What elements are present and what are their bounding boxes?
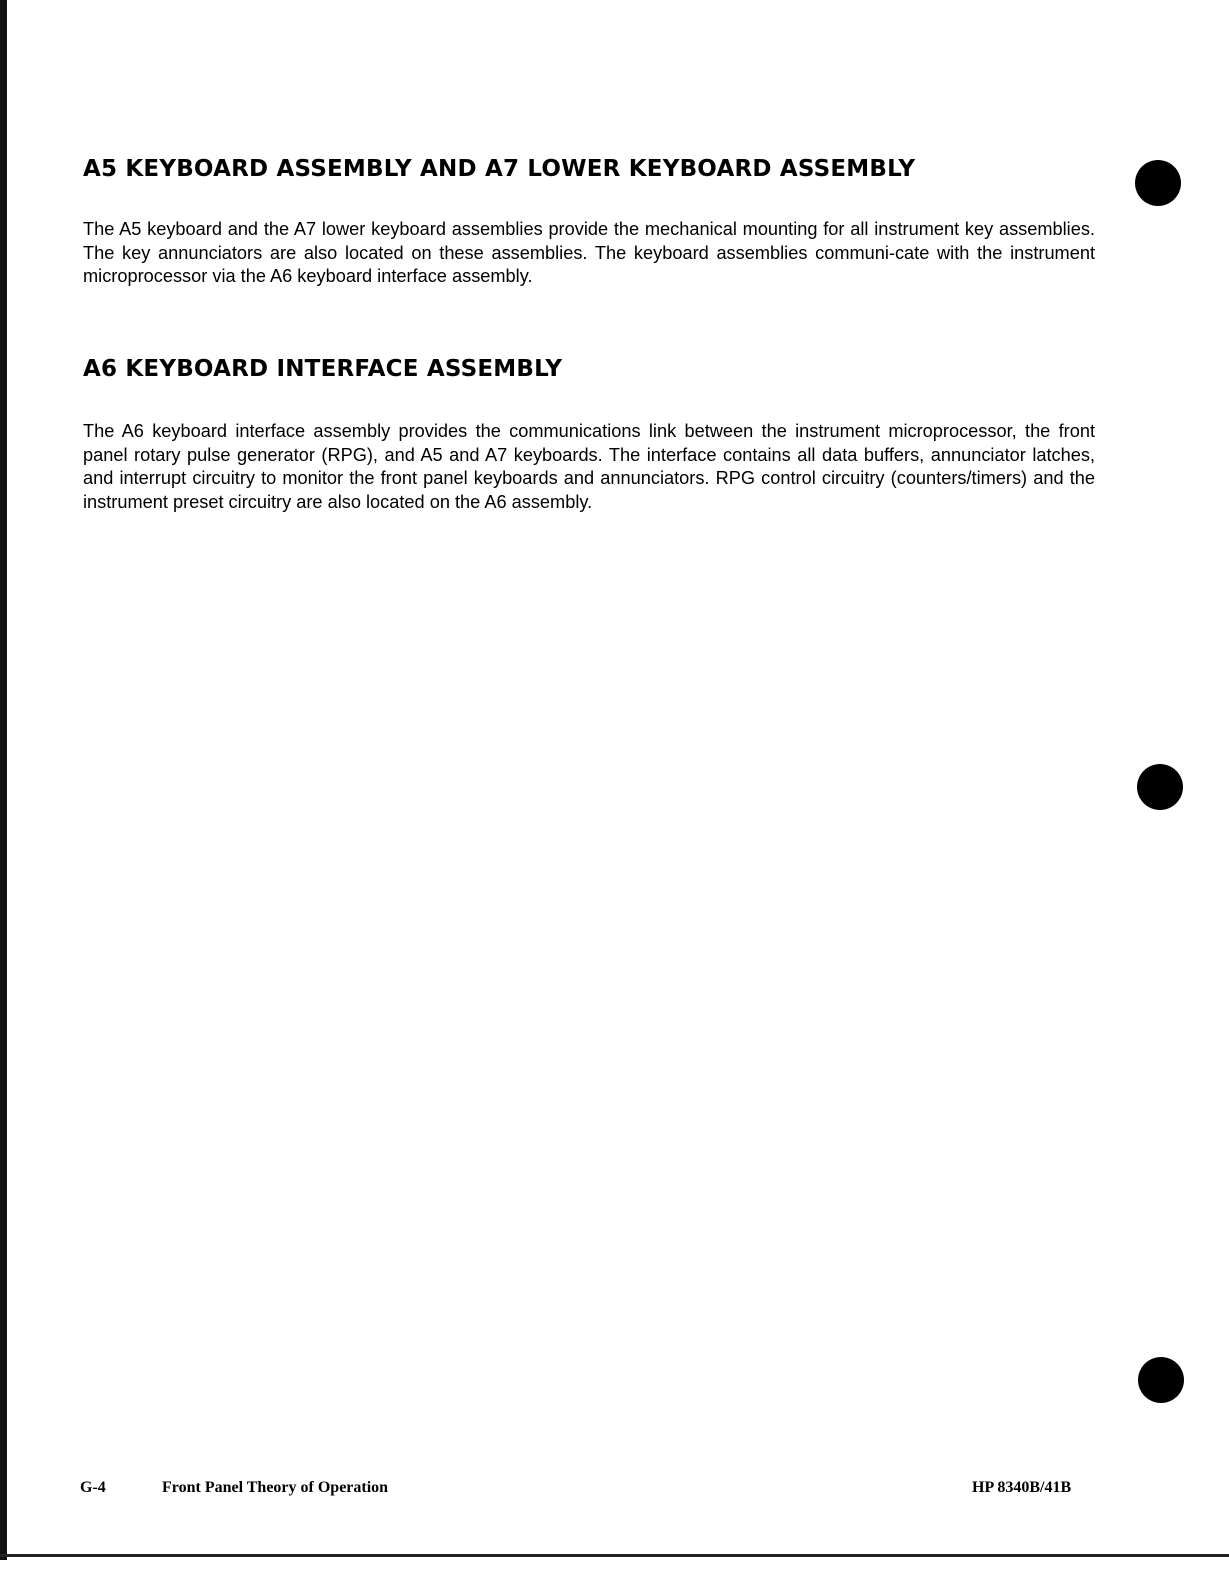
section-body-a5-a7: The A5 keyboard and the A7 lower keyboard assemblies provide the mechanical mounting for all instrument key assemblies. The key annunciators are also located on these assemblies. The keyboard assemblies communi-cate with the instrument microprocessor via the A6 keyboard interface assembly. <box>83 219 1095 286</box>
bottom-margin-rule <box>0 1554 1229 1557</box>
footer-chapter-title: Front Panel Theory of Operation <box>162 1479 389 1496</box>
section-body-a6: The A6 keyboard interface assembly provides the communications link between the instrument microprocessor, the front panel rotary pulse generator (RPG), and A5 and A7 keyboards. The interface contains all data buffers, annunciator latches, and interrupt circuitry to monitor the front panel keyboards and annunciators. RPG control circuitry (counters/timers) and the instrument preset circuitry are also located on the A6 assembly. <box>83 421 1095 512</box>
binder-hole-middle <box>1137 764 1183 810</box>
section-heading-a6: A6 KEYBOARD INTERFACE ASSEMBLY <box>83 356 563 382</box>
left-margin-rule <box>0 0 7 1560</box>
footer-page-number: G-4 <box>80 1479 106 1496</box>
binder-hole-top <box>1135 160 1181 206</box>
footer-model-number: HP 8340B/41B <box>972 1479 1072 1496</box>
section-heading-a5-a7: A5 KEYBOARD ASSEMBLY AND A7 LOWER KEYBOARD ASSEMBLY <box>83 156 916 182</box>
binder-hole-bottom <box>1138 1357 1184 1403</box>
